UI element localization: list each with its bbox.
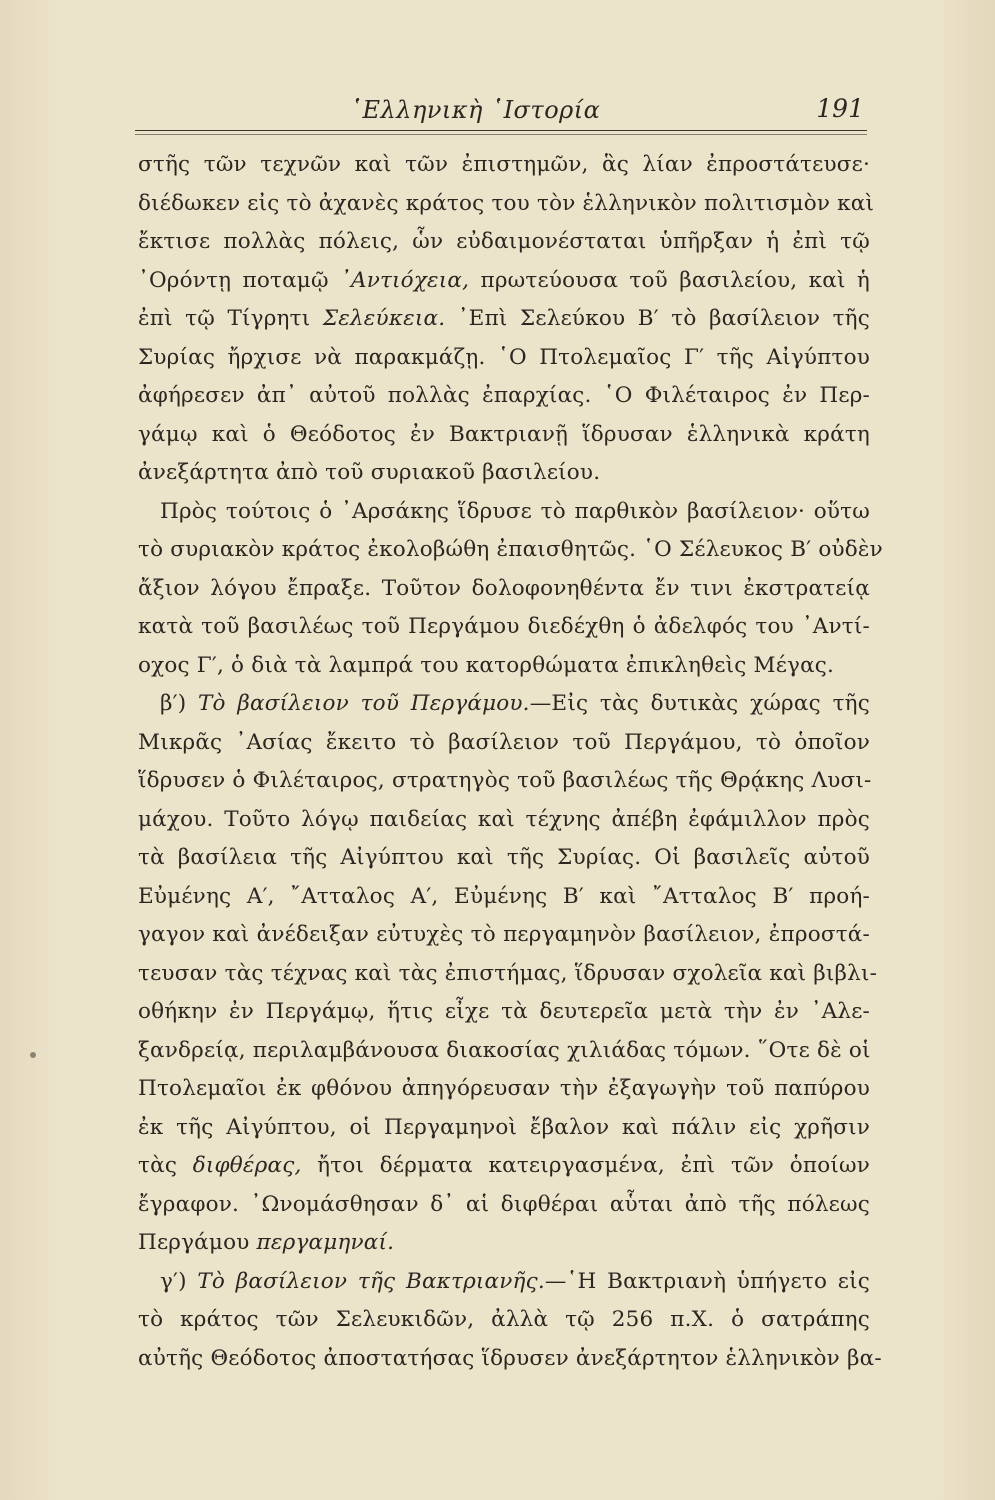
text-line [138, 262, 870, 301]
text-segment: πρωτεύουσα τοῦ βασιλείου, καὶ ἡ [469, 267, 870, 293]
italic-term: περγαμηναί. [256, 1230, 395, 1255]
text-segment: αὐτῆς Θεόδοτος ἀποστατήσας ἵδρυσεν ἀνεξάρτητον ἑλληνικὸν βα- [138, 1345, 882, 1371]
text-line [138, 454, 870, 493]
text-segment: γάμῳ καὶ ὁ Θεόδοτος ἐν Βακτριανῇ ἵδρυσαν ἑλληνικὰ κράτη [138, 421, 870, 447]
header-rule-thin [135, 134, 867, 135]
text-line [138, 993, 870, 1032]
text-line [138, 223, 870, 262]
text-line [138, 916, 870, 955]
text-line [138, 377, 870, 416]
text-segment: Περγάμου [138, 1230, 257, 1255]
italic-term: διφθέρας, [192, 1153, 302, 1178]
text-line [138, 647, 870, 686]
text-line [138, 801, 870, 840]
text-segment: —῾Η Βακτριανὴ ὑπήγετο εἰς [544, 1268, 870, 1294]
text-segment: β′) [160, 691, 199, 716]
text-line [138, 493, 870, 532]
text-line [138, 300, 870, 339]
text-segment: ἵδρυσεν ὁ Φιλέταιρος, στρατηγὸς τοῦ βασιλέως τῆς Θρᾴκης Λυσι- [138, 768, 872, 793]
text-line [138, 608, 870, 647]
page-header [130, 92, 870, 132]
italic-term: Σελεύκεια. [322, 306, 446, 331]
text-line [138, 1186, 870, 1225]
text-line [138, 955, 878, 994]
text-segment: Πρὸς τούτοις ὁ ᾿Αρσάκης ἵδρυσε τὸ παρθικὸν βασίλειον· οὕτω [160, 498, 870, 524]
text-line [138, 1224, 870, 1263]
italic-term: ᾿Αντιόχεια, [340, 267, 470, 293]
text-line [138, 339, 870, 378]
text-segment: οθήκην ἐν Περγάμῳ, ἥτις εἶχε τὰ δευτερεῖα μετὰ τὴν ἐν ᾿Αλε- [138, 999, 870, 1024]
text-segment: ἐπὶ τῷ Τίγρητι [138, 306, 323, 331]
text-segment: Μικρᾶς ᾿Ασίας ἔκειτο τὸ βασίλειον τοῦ Περγάμου, τὸ ὁποῖον [138, 729, 870, 755]
text-segment: τὸ κράτος τῶν Σελευκιδῶν, ἀλλὰ τῷ 256 π.Χ. ὁ σατράπης [138, 1307, 870, 1332]
text-line [138, 839, 870, 878]
text-segment: ᾿Ορόντῃ ποταμῷ [138, 267, 341, 293]
text-segment: ἄξιον λόγου ἔπραξε. Τοῦτον δολοφονηθέντα ἔν τινι ἐκστρατείᾳ [138, 575, 870, 601]
text-segment: κατὰ τοῦ βασιλέως τοῦ Περγάμου διεδέχθη ὁ ἀδελφός του ᾿Αντί- [138, 614, 870, 639]
text-line [138, 1263, 870, 1302]
text-segment: Εὐμένης Α′, ῎Ατταλος Α′, Εὐμένης Β′ καὶ ῎Ατταλος Β′ προή- [138, 883, 870, 909]
text-line [138, 531, 883, 570]
body-text [138, 146, 883, 1378]
text-segment: Πτολεμαῖοι ἐκ φθόνου ἀπηγόρευσαν τὴν ἐξαγωγὴν τοῦ παπύρου [138, 1076, 870, 1101]
text-segment: γαγον καὶ ἀνέδειξαν εὐτυχὲς τὸ περγαμηνὸν βασίλειον, ἐπροστά- [138, 922, 870, 947]
text-segment: —Εἰς τὰς δυτικὰς χώρας τῆς [529, 691, 870, 716]
text-segment: στῆς τῶν τεχνῶν καὶ τῶν ἐπιστημῶν, ἃς λίαν ἐπροστάτευσε· [138, 152, 870, 177]
italic-term: Τὸ βασίλειον τοῦ Περγάμου. [198, 691, 530, 716]
text-segment: ἤτοι δέρματα κατειργασμένα, ἐπὶ τῶν ὁποίων [301, 1153, 870, 1178]
text-line [138, 724, 870, 763]
text-line [138, 185, 875, 224]
text-segment: Συρίας ἤρχισε νὰ παρακμάζῃ. ῾Ο Πτολεμαῖος Γ′ τῆς Αἰγύπτου [138, 344, 870, 370]
text-line [138, 1147, 870, 1186]
text-segment: διέδωκεν εἰς τὸ ἀχανὲς κράτος του τὸν ἑλληνικὸν πολιτισμὸν καὶ [138, 190, 875, 216]
text-segment: ἔκτισε πολλὰς πόλεις, ὧν εὐδαιμονέσταται ὑπῆρξαν ἡ ἐπὶ τῷ [138, 229, 870, 254]
text-segment: ξανδρείᾳ, περιλαμβάνουσα διακοσίας χιλιάδας τόμων. ῞Οτε δὲ οἱ [138, 1037, 871, 1063]
margin-mark [30, 1052, 36, 1058]
text-line [138, 878, 870, 917]
text-line [138, 762, 870, 801]
text-segment: γ′) [160, 1268, 198, 1294]
text-segment: ἐκ τῆς Αἰγύπτου, οἱ Περγαμηνοὶ ἔβαλον καὶ πάλιν εἰς χρῆσιν [138, 1114, 870, 1140]
text-segment: τευσαν τὰς τέχνας καὶ τὰς ἐπιστήμας, ἵδρυσαν σχολεῖα καὶ βιβλι- [138, 960, 878, 986]
text-line [138, 1301, 870, 1340]
text-segment: τὰς [138, 1153, 193, 1178]
text-segment: τὸ συριακὸν κράτος ἐκολοβώθη ἐπαισθητῶς. ῾Ο Σέλευκος Β′ οὐδὲν [138, 537, 883, 562]
text-line [138, 1109, 870, 1148]
text-segment: τὰ βασίλεια τῆς Αἰγύπτου καὶ τῆς Συρίας. Οἱ βασιλεῖς αὐτοῦ [138, 845, 870, 870]
text-line [138, 146, 870, 185]
text-segment: ἀνεξάρτητα ἀπὸ τοῦ συριακοῦ βασιλείου. [138, 460, 601, 485]
text-line [138, 1070, 870, 1109]
header-rule [135, 130, 867, 131]
text-line [138, 1340, 882, 1379]
text-segment: μάχου. Τοῦτο λόγῳ παιδείας καὶ τέχνης ἀπέβη ἐφάμιλλον πρὸς [138, 806, 870, 832]
text-segment: ᾿Επὶ Σελεύκου Β′ τὸ βασίλειον τῆς [445, 306, 870, 331]
text-line [138, 416, 870, 455]
text-line [138, 685, 870, 724]
page-number: 191 [816, 94, 864, 123]
text-segment: ἀφήρεσεν ἀπ᾿ αὐτοῦ πολλὰς ἐπαρχίας. ῾Ο Φιλέταιρος ἐν Περ- [138, 383, 870, 408]
text-line [138, 570, 870, 609]
text-line [138, 1032, 870, 1071]
text-segment: ἔγραφον. ᾿Ωνομάσθησαν δ᾿ αἱ διφθέραι αὗται ἀπὸ τῆς πόλεως [138, 1191, 870, 1217]
running-title: ῾Ελληνικὴ ῾Ιστορία [350, 96, 601, 124]
text-segment: οχος Γ′, ὁ διὰ τὰ λαμπρά του κατορθώματα ἐπικληθεὶς Μέγας. [138, 652, 835, 678]
italic-term: Τὸ βασίλειον τῆς Βακτριανῆς. [197, 1268, 545, 1294]
